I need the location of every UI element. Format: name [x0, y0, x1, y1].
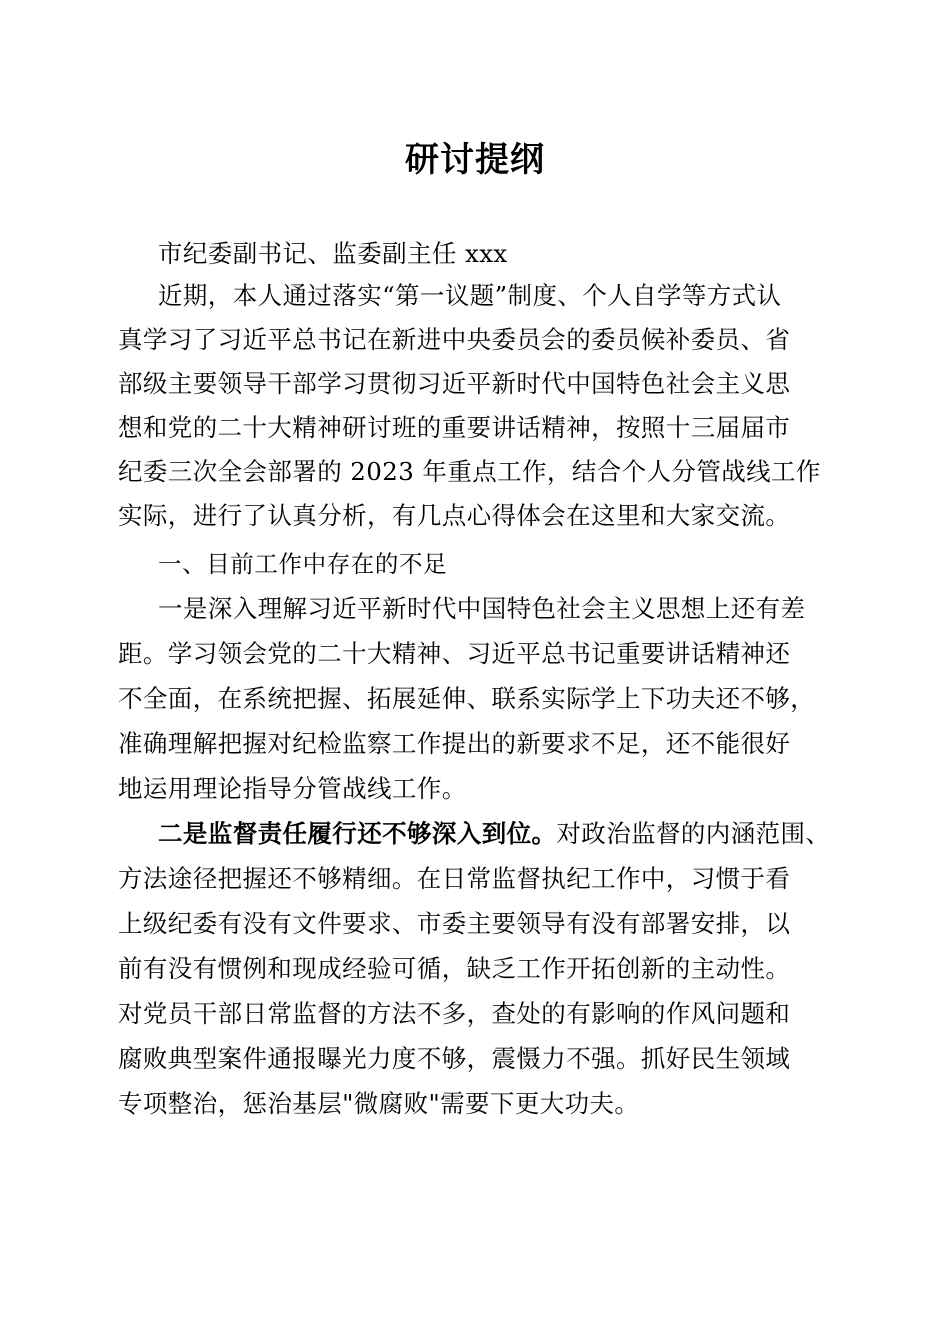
point2-line: 腐败典型案件通报曝光力度不够，震慑力不强。抓好民生领域 — [118, 1044, 791, 1073]
point1-lead: 一是深入理解习近平新时代中国特色社会主义思想上还有差 — [158, 594, 806, 623]
point2-first-line — [158, 818, 830, 850]
intro-line: 近期，本人通过落实“第一议题”制度、个人自学等方式认 — [158, 281, 782, 310]
intro-line: 真学习了习近平总书记在新进中央委员会的委员候补委员、省 — [118, 325, 791, 354]
point2-line: 上级纪委有没有文件要求、市委主要领导有没有部署安排，以 — [118, 909, 791, 938]
section-heading: 一、目前工作中存在的不足 — [158, 550, 448, 578]
point2-line: 前有没有惯例和现成经验可循，缺乏工作开拓创新的主动性。 — [118, 954, 791, 983]
document-title: 研讨提纲 — [405, 140, 545, 180]
point2-line: 方法途径把握还不够精细。在日常监督执纪工作中，习惯于看 — [118, 864, 791, 893]
point1-line: 地运用理论指导分管战线工作。 — [118, 774, 467, 803]
intro-line: 纪委三次全会部署的 2023 年重点工作，结合个人分管战线工作 — [118, 457, 821, 486]
point1-line: 不全面，在系统把握、拓展延伸、联系实际学上下功夫还不够， — [118, 684, 816, 713]
author-line: 市纪委副书记、监委副主任 xxx — [158, 239, 508, 268]
point1-line: 距。学习领会党的二十大精神、习近平总书记重要讲话精神还 — [118, 639, 791, 668]
intro-line: 部级主要领导干部学习贯彻习近平新时代中国特色社会主义思 — [118, 369, 791, 398]
intro-line: 实际，进行了认真分析，有几点心得体会在这里和大家交流。 — [118, 501, 791, 530]
intro-line: 想和党的二十大精神研讨班的重要讲话精神，按照十三届届市 — [118, 413, 791, 442]
point2-lead: 二是监督责任履行还不够深入到位。 — [158, 819, 557, 848]
point2-lead-rest: 对政治监督的内涵范围、 — [556, 819, 831, 848]
point2-line: 对党员干部日常监督的方法不多，查处的有影响的作风问题和 — [118, 999, 791, 1028]
point2-line: 专项整治，惩治基层"微腐败"需要下更大功夫。 — [118, 1089, 640, 1118]
point1-line: 准确理解把握对纪检监察工作提出的新要求不足，还不能很好 — [118, 729, 791, 758]
